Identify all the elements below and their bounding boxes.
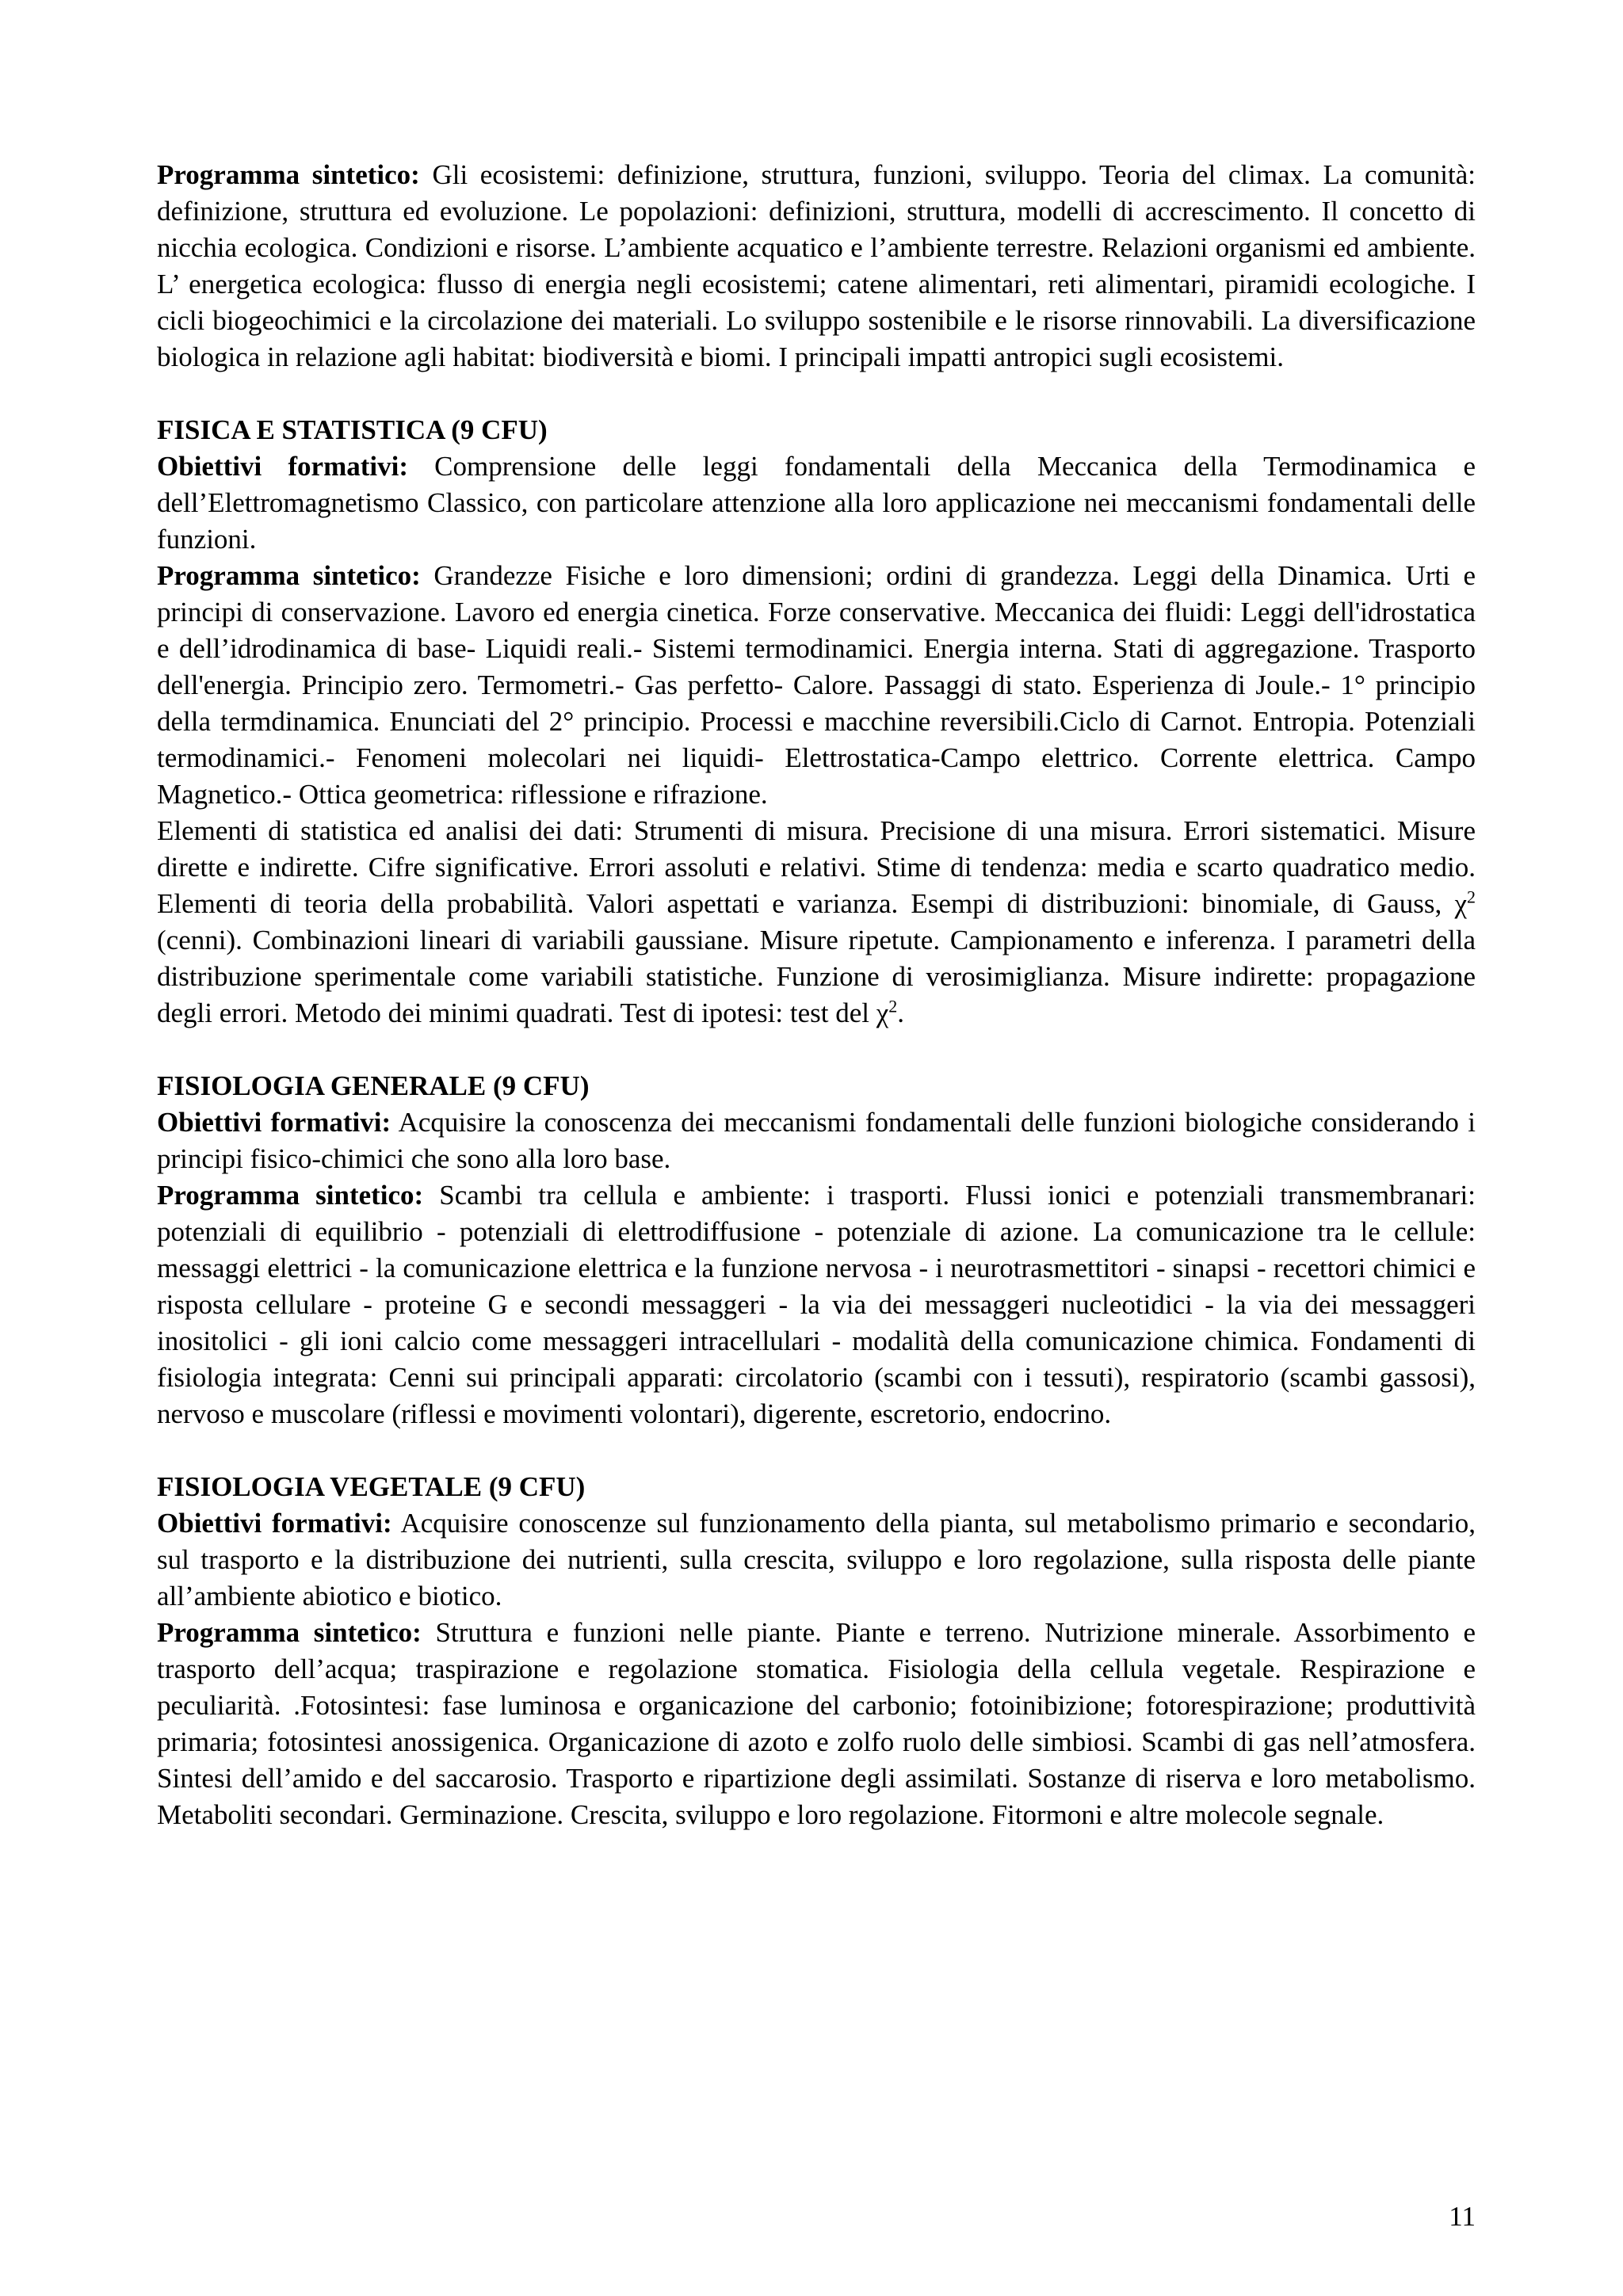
fisiologia-generale-heading: FISIOLOGIA GENERALE (9 CFU)	[157, 1070, 590, 1101]
fisiologia-vegetale-obiettivi-text: Acquisire conoscenze sul funzionamento della pianta, sul metabolismo primario e secondario, sul trasporto e la distribuzione dei nutrienti, sulla crescita, sviluppo e loro regolazione, sulla risposta delle piante all’ambiente abiotico e biotico.	[157, 1508, 1476, 1611]
fisica-obiettivi-text: Comprensione delle leggi fondamentali della Meccanica della Termodinamica e dell’Elettromagnetismo Classico, con particolare attenzione alla loro applicazione nei meccanismi fondamentali delle funzioni.	[157, 451, 1476, 555]
fisica-statistica-text-b: (cenni). Combinazioni lineari di variabili gaussiane. Misure ripetute. Campionamento e inferenza. I parametri della distribuzione sperimentale come variabili statistiche. Funzione di verosimiglianza. Misure indirette: propagazione degli errori. Metodo dei minimi quadrati. Test di ipotesi: test del χ	[157, 925, 1476, 1028]
fisica-programma-paragraph	[157, 558, 1476, 813]
fisiologia-vegetale-programma-text: Struttura e funzioni nelle piante. Piante e terreno. Nutrizione minerale. Assorbimento e trasporto dell’acqua; traspirazione e regolazione stomatica. Fisiologia della cellula vegetale. Respirazione e peculiarità. .Fotosintesi: fase luminosa e organicazione del carbonio; fotoinibizione; fotorespirazione; produttività primaria; fotosintesi anossigenica. Organicazione di azoto e zolfo ruolo delle simbiosi. Scambi di gas nell’atmosfera. Sintesi dell’amido e del saccarosio. Trasporto e ripartizione degli assimilati. Sostanze di riserva e loro metabolismo. Metaboliti secondari. Germinazione. Crescita, sviluppo e loro regolazione. Fitormoni e altre molecole segnale.	[157, 1617, 1476, 1830]
fisica-obiettivi-label: Obiettivi formativi:	[157, 451, 408, 482]
fisica-programma-text: Grandezze Fisiche e loro dimensioni; ordini di grandezza. Leggi della Dinamica. Urti e principi di conservazione. Lavoro ed energia cinetica. Forze conservative. Meccanica dei fluidi: Leggi dell'idrostatica e dell’idrodinamica di base- Liquidi reali.- Sistemi termodinamici. Energia interna. Stati di aggregazione. Trasporto dell'energia. Principio zero. Termometri.- Gas perfetto- Calore. Passaggi di stato. Esperienza di Joule.- 1° principio della termdinamica. Enunciati del 2° principio. Processi e macchine reversibili.Ciclo di Carnot. Entropia. Potenziali termodinamici.- Fenomeni molecolari nei liquidi- Elettrostatica-Campo elettrico. Corrente elettrica. Campo Magnetico.- Ottica geometrica: riflessione e rifrazione.	[157, 560, 1476, 810]
fisiologia-vegetale-programma-label: Programma sintetico:	[157, 1617, 422, 1648]
fisica-statistica-text-c: .	[897, 997, 904, 1028]
fisica-statistica-paragraph	[157, 813, 1476, 1032]
fisiologia-generale-programma-text: Scambi tra cellula e ambiente: i trasporti. Flussi ionici e potenziali transmembranari: potenziali di equilibrio - potenziali di elettrodiffusione - potenziale di azione. La comunicazione tra le cellule: messaggi elettrici - la comunicazione elettrica e la funzione nervosa - i neurotrasmettitori - sinapsi - recettori chimici e risposta cellulare - proteine G e secondi messaggeri - la via dei messaggeri nucleotidici - la via dei messaggeri inositolici - gli ioni calcio come messaggeri intracellulari - modalità della comunicazione chimica. Fondamenti di fisiologia integrata: Cenni sui principali apparati: circolatorio (scambi con i tessuti), respiratorio (scambi gassosi), nervoso e muscolare (riflessi e movimenti volontari), digerente, escretorio, endocrino.	[157, 1180, 1476, 1429]
intro-programma-paragraph	[157, 157, 1476, 376]
fisiologia-vegetale-obiettivi-paragraph	[157, 1505, 1476, 1615]
chi-square-superscript: 2	[1467, 887, 1476, 907]
fisiologia-vegetale-programma-paragraph	[157, 1615, 1476, 1833]
fisica-programma-label: Programma sintetico:	[157, 560, 421, 591]
fisica-heading: FISICA E STATISTICA (9 CFU)	[157, 414, 548, 445]
fisiologia-vegetale-obiettivi-label: Obiettivi formativi:	[157, 1508, 392, 1539]
fisiologia-generale-programma-label: Programma sintetico:	[157, 1180, 424, 1211]
fisiologia-generale-programma-paragraph	[157, 1177, 1476, 1432]
fisica-obiettivi-paragraph	[157, 448, 1476, 558]
fisiologia-generale-obiettivi-paragraph	[157, 1104, 1476, 1177]
fisica-statistica-text-a: Elementi di statistica ed analisi dei dati: Strumenti di misura. Precisione di una misura. Errori sistematici. Misure dirette e indirette. Cifre significative. Errori assoluti e relativi. Stime di tendenza: media e scarto quadratico medio. Elementi di teoria della probabilità. Valori aspettati e varianza. Esempi di distribuzioni: binomiale, di Gauss, χ	[157, 815, 1476, 919]
fisiologia-vegetale-heading: FISIOLOGIA VEGETALE (9 CFU)	[157, 1471, 586, 1502]
intro-programma-text: Gli ecosistemi: definizione, struttura, funzioni, sviluppo. Teoria del climax. La comunità: definizione, struttura ed evoluzione. Le popolazioni: definizioni, struttura, modelli di accrescimento. Il concetto di nicchia ecologica. Condizioni e risorse. L’ambiente acquatico e l’ambiente terrestre. Relazioni organismi ed ambiente. L’ energetica ecologica: flusso di energia negli ecosistemi; catene alimentari, reti alimentari, piramidi ecologiche. I cicli biogeochimici e la circolazione dei materiali. Lo sviluppo sostenibile e le risorse rinnovabili. La diversificazione biologica in relazione agli habitat: biodiversità e biomi. I principali impatti antropici sugli ecosistemi.	[157, 159, 1476, 372]
section-fisiologia-generale	[157, 1068, 1476, 1432]
chi-square-superscript: 2	[888, 996, 898, 1016]
intro-programma-label: Programma sintetico:	[157, 159, 420, 190]
fisiologia-generale-obiettivi-label: Obiettivi formativi:	[157, 1107, 391, 1138]
fisiologia-generale-obiettivi-text: Acquisire la conoscenza dei meccanismi fondamentali delle funzioni biologiche considerando i principi fisico-chimici che sono alla loro base.	[157, 1107, 1476, 1174]
section-fisiologia-vegetale	[157, 1469, 1476, 1833]
document-page	[157, 157, 1476, 1833]
section-fisica-statistica	[157, 412, 1476, 1032]
page-number: 11	[1449, 2201, 1476, 2232]
